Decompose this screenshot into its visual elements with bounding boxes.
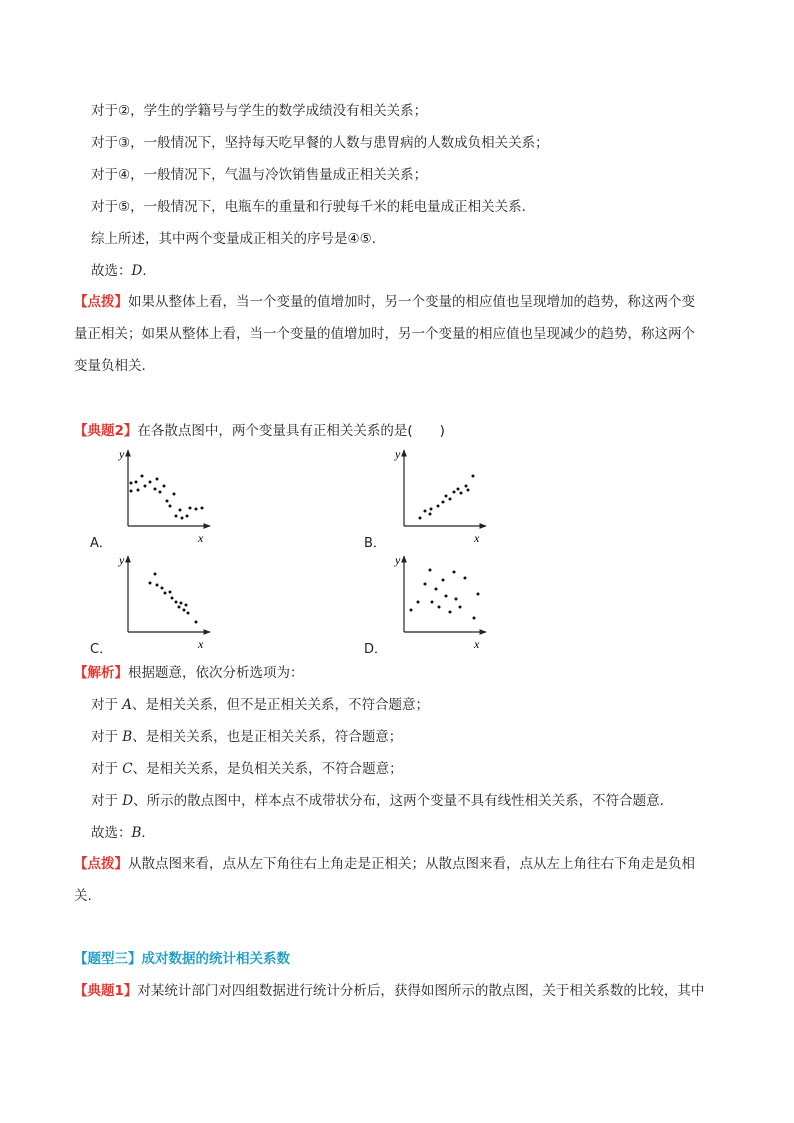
question-text: 在各散点图中，两个变量具有正相关关系的是( ) xyxy=(137,423,445,439)
answer-letter: B xyxy=(131,825,142,841)
point xyxy=(141,475,144,478)
point xyxy=(455,598,458,601)
solution-item-5: 对于⑤，一般情况下，电瓶车的重量和行驶每千米的耗电量成正相关关系． xyxy=(91,199,536,215)
solution-item-4: 对于④，一般情况下，气温与冷饮销售量成正相关关系； xyxy=(91,167,428,183)
point xyxy=(438,606,441,609)
solution-answer xyxy=(91,261,156,281)
answer-prefix: 故选： xyxy=(91,263,132,279)
points xyxy=(149,573,198,624)
y-axis-label: y xyxy=(395,553,401,567)
point xyxy=(449,611,452,614)
point xyxy=(149,582,152,585)
tip-1-line-3: 变量负相关. xyxy=(74,358,146,374)
analysis-option-b xyxy=(91,727,402,747)
point xyxy=(166,500,169,503)
point xyxy=(465,485,468,488)
analysis-intro-text: 根据题意，依次分析选项为： xyxy=(128,665,304,681)
option-c-label: C． xyxy=(90,642,113,657)
point xyxy=(173,493,176,496)
point xyxy=(183,609,186,612)
point xyxy=(161,587,164,590)
scatter-plot-a-svg xyxy=(112,446,212,545)
point xyxy=(435,588,438,591)
point xyxy=(179,509,182,512)
scatter-plot-c-svg xyxy=(112,552,212,651)
point xyxy=(410,609,413,612)
point xyxy=(442,579,445,582)
tip-tag: 【点拨】 xyxy=(74,294,128,310)
point xyxy=(180,602,183,605)
point xyxy=(195,621,198,624)
point xyxy=(130,482,133,485)
analysis-intro xyxy=(74,663,304,683)
tip-1-line-1 xyxy=(74,292,695,312)
tip-2-line-2: 关. xyxy=(74,888,92,904)
point xyxy=(442,501,445,504)
x-axis-label: x xyxy=(198,531,204,545)
x-axis-label: x xyxy=(198,637,204,651)
y-axis-label: y xyxy=(119,447,125,461)
point xyxy=(453,491,456,494)
point xyxy=(135,481,138,484)
tip-1-line-2: 量正相关；如果从整体上看，当一个变量的值增加时，另一个变量的相应值也呈现减少的趋势，称这两个 xyxy=(74,326,695,342)
point xyxy=(437,505,440,508)
point xyxy=(429,513,432,516)
point xyxy=(159,491,162,494)
example-text: 对某统计部门对四组数据进行统计分析后，获得如图所示的散点图，关于相关系数的比较，其中 xyxy=(137,983,705,999)
point xyxy=(472,475,475,478)
point xyxy=(460,492,463,495)
analysis-option-a xyxy=(91,695,429,715)
scatter-plot-b xyxy=(388,446,488,545)
letter: C xyxy=(122,761,133,777)
point xyxy=(169,505,172,508)
option-d-label: D． xyxy=(364,642,388,657)
point xyxy=(467,489,470,492)
scatter-plot-b-svg xyxy=(388,446,488,545)
letter: A xyxy=(122,697,133,713)
point xyxy=(164,592,167,595)
section-title: 【题型三】成对数据的统计相关系数 xyxy=(74,951,290,967)
point xyxy=(419,517,422,520)
answer-letter: D xyxy=(131,263,143,279)
point xyxy=(429,569,432,572)
y-axis-label: y xyxy=(119,553,125,567)
point xyxy=(457,488,460,491)
solution-item-2: 对于②，学生的学籍号与学生的数学成绩没有相关关系； xyxy=(91,103,428,119)
points xyxy=(419,475,475,520)
point xyxy=(175,601,178,604)
point xyxy=(171,597,174,600)
point xyxy=(154,488,157,491)
point xyxy=(449,498,452,501)
point xyxy=(185,604,188,607)
point xyxy=(156,584,159,587)
analysis-option-c xyxy=(91,759,403,779)
point xyxy=(130,490,133,493)
point xyxy=(181,517,184,520)
example-tag: 【典题2】 xyxy=(74,423,138,439)
point xyxy=(195,508,198,511)
text: 、是相关关系，也是正相关关系，符合题意； xyxy=(132,729,403,745)
point xyxy=(445,495,448,498)
tip-text: 从散点图来看，点从左下角往右上角走是正相关；从散点图来看，点从左上角往右下角走是负相 xyxy=(128,856,695,872)
text: 、是相关关系，是负相关关系，不符合题意； xyxy=(132,761,403,777)
point xyxy=(445,595,448,598)
point xyxy=(431,601,434,604)
point xyxy=(178,606,181,609)
point xyxy=(424,583,427,586)
point xyxy=(424,510,427,513)
tip-tag: 【点拨】 xyxy=(74,856,128,872)
point xyxy=(163,485,166,488)
scatter-plot-d xyxy=(388,552,488,651)
scatter-plot-c xyxy=(112,552,212,651)
point xyxy=(473,617,476,620)
point xyxy=(477,593,480,596)
solution-summary: 综上所述，其中两个变量成正相关的序号是④⑤． xyxy=(91,231,386,247)
scatter-plot-d-svg xyxy=(388,552,488,651)
analysis-answer xyxy=(91,823,155,843)
option-b-label: B． xyxy=(364,536,386,551)
prefix: 对于 xyxy=(91,697,123,713)
example-3-text xyxy=(74,981,704,1001)
point xyxy=(156,478,159,481)
analysis-option-d xyxy=(91,791,673,811)
point xyxy=(459,606,462,609)
point xyxy=(175,515,178,518)
point xyxy=(169,591,172,594)
point xyxy=(417,601,420,604)
text: 、所示的散点图中，样本点不成带状分布，这两个变量不具有线性相关关系，不符合题意． xyxy=(133,793,674,809)
text: 、是相关关系，但不是正相关关系，不符合题意； xyxy=(132,697,430,713)
point xyxy=(149,481,152,484)
answer-suffix: ． xyxy=(141,825,155,841)
point xyxy=(154,573,157,576)
scatter-plot-a xyxy=(112,446,212,545)
solution-item-3: 对于③，一般情况下，坚持每天吃早餐的人数与患胃病的人数成负相关关系； xyxy=(91,135,549,151)
point xyxy=(464,577,467,580)
letter: D xyxy=(122,793,134,809)
point xyxy=(186,515,189,518)
example-2-question xyxy=(74,421,445,441)
points xyxy=(410,569,480,620)
x-axis-label: x xyxy=(474,637,480,651)
prefix: 对于 xyxy=(91,761,123,777)
point xyxy=(201,507,204,510)
tip-2-line-1 xyxy=(74,854,695,874)
point xyxy=(144,485,147,488)
tip-text: 如果从整体上看，当一个变量的值增加时，另一个变量的相应值也呈现增加的趋势，称这两个变 xyxy=(128,294,695,310)
point xyxy=(189,507,192,510)
prefix: 对于 xyxy=(91,793,123,809)
points xyxy=(130,475,204,520)
analysis-tag: 【解析】 xyxy=(74,665,128,681)
point xyxy=(137,489,140,492)
letter: B xyxy=(122,729,133,745)
prefix: 对于 xyxy=(91,729,123,745)
point xyxy=(430,508,433,511)
example-tag: 【典题1】 xyxy=(74,983,138,999)
y-axis-label: y xyxy=(395,447,401,461)
x-axis-label: x xyxy=(474,531,480,545)
answer-suffix: ． xyxy=(142,263,156,279)
answer-prefix: 故选： xyxy=(91,825,132,841)
point xyxy=(453,571,456,574)
point xyxy=(187,612,190,615)
option-a-label: A． xyxy=(90,536,112,551)
